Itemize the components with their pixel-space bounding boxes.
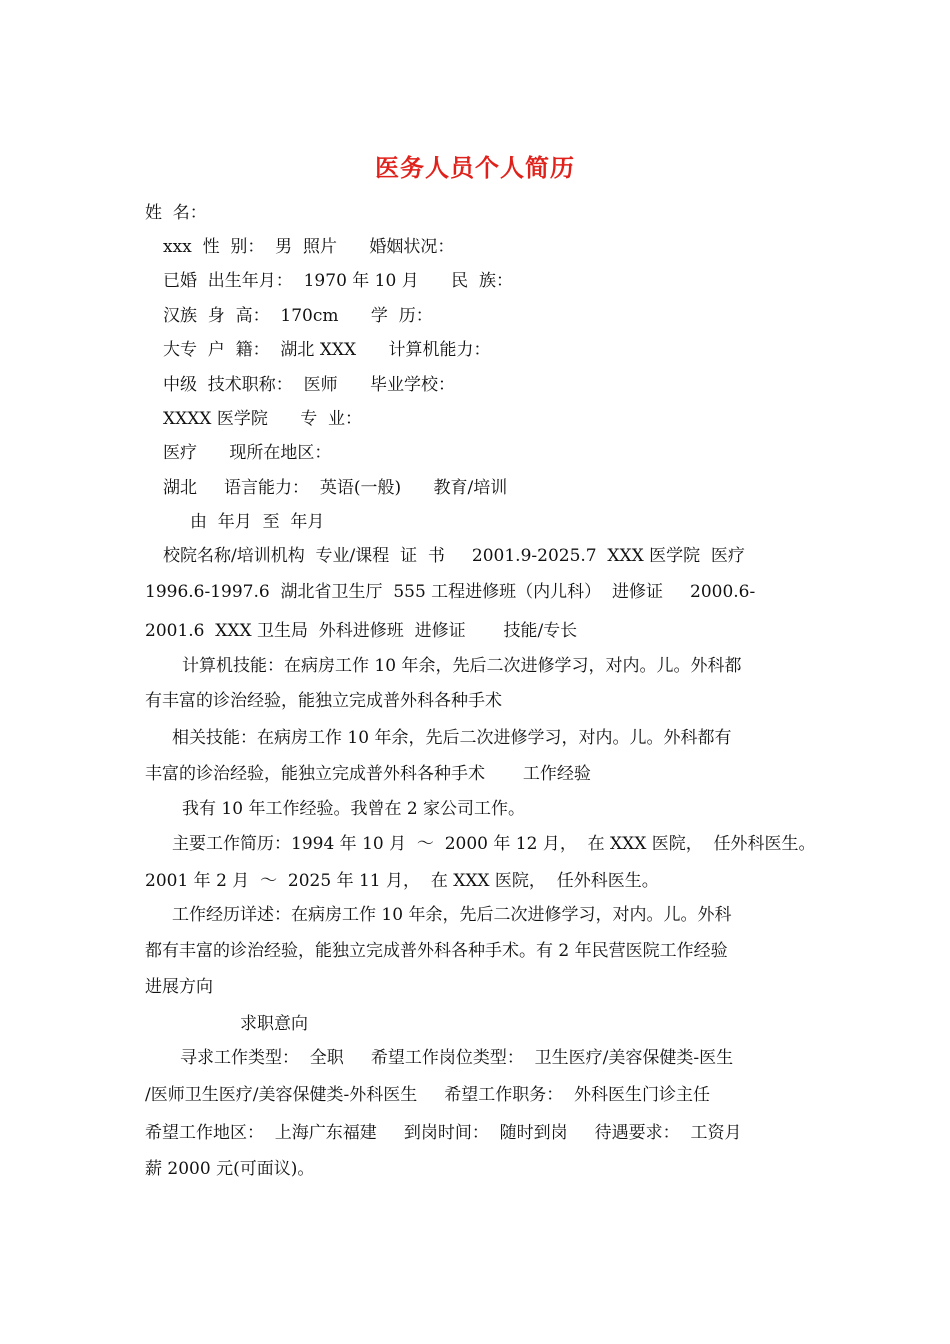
text-line: 薪 2000 元(可面议)。 — [145, 1159, 315, 1179]
text-line: XXXX 医学院 专 业： — [163, 409, 363, 429]
text-line: 计算机技能：在病房工作 10 年余，先后二次进修学习，对内。儿。外科都 — [182, 656, 742, 676]
text-line: 校院名称/培训机构 专业/课程 证 书 2001.9-2025.7 XXX 医学院 医疗 — [163, 546, 745, 566]
text-line: /医师卫生医疗/美容保健类-外科医生 希望工作职务： 外科医生门诊主任 — [145, 1085, 711, 1105]
text-line: 姓 名： — [145, 203, 207, 223]
text-line: 汉族 身 高： 170cm 学 历： — [163, 306, 433, 326]
text-line: 主要工作简历：1994 年 10 月 ～ 2000 年 12 月， 在 XXX 医院， 任外科医生。 — [172, 834, 816, 854]
text-line: 有丰富的诊治经验，能独立完成普外科各种手术 — [145, 691, 502, 711]
text-line: 都有丰富的诊治经验，能独立完成普外科各种手术。有 2 年民营医院工作经验 — [145, 941, 728, 961]
text-line: 已婚 出生年月： 1970 年 10 月 民 族： — [163, 271, 513, 291]
section-heading: 求职意向 — [240, 1014, 308, 1034]
text-line: 1996.6-1997.6 湖北省卫生厅 555 工程进修班（内儿科） 进修证 2000.6- — [145, 582, 756, 602]
document-title: 医务人员个人简历 — [375, 153, 575, 182]
text-line: 丰富的诊治经验，能独立完成普外科各种手术 工作经验 — [145, 764, 591, 784]
text-line: 中级 技术职称： 医师 毕业学校： — [163, 375, 456, 395]
text-line: 相关技能：在病房工作 10 年余，先后二次进修学习，对内。儿。外科都有 — [172, 728, 732, 748]
text-line: 寻求工作类型： 全职 希望工作岗位类型： 卫生医疗/美容保健类-医生 — [180, 1048, 734, 1068]
text-line: 我有 10 年工作经验。我曾在 2 家公司工作。 — [182, 799, 526, 819]
text-line: 医疗 现所在地区： — [163, 443, 332, 463]
text-line: 2001.6 XXX 卫生局 外科进修班 进修证 技能/专长 — [145, 621, 578, 641]
text-line: 2001 年 2 月 ～ 2025 年 11 月， 在 XXX 医院， 任外科医生。 — [145, 871, 659, 891]
text-line: xxx 性 别： 男 照片 婚姻状况： — [163, 237, 455, 257]
text-line: 希望工作地区： 上海广东福建 到岗时间： 随时到岗 待遇要求： 工资月 — [145, 1123, 742, 1143]
text-line: 湖北 语言能力： 英语(一般) 教育/培训 — [163, 478, 508, 498]
text-line: 大专 户 籍： 湖北 XXX 计算机能力： — [163, 340, 491, 360]
text-line: 由 年月 至 年月 — [190, 512, 325, 532]
text-line: 工作经历详述：在病房工作 10 年余，先后二次进修学习，对内。儿。外科 — [172, 905, 732, 925]
text-line: 进展方向 — [145, 977, 213, 997]
